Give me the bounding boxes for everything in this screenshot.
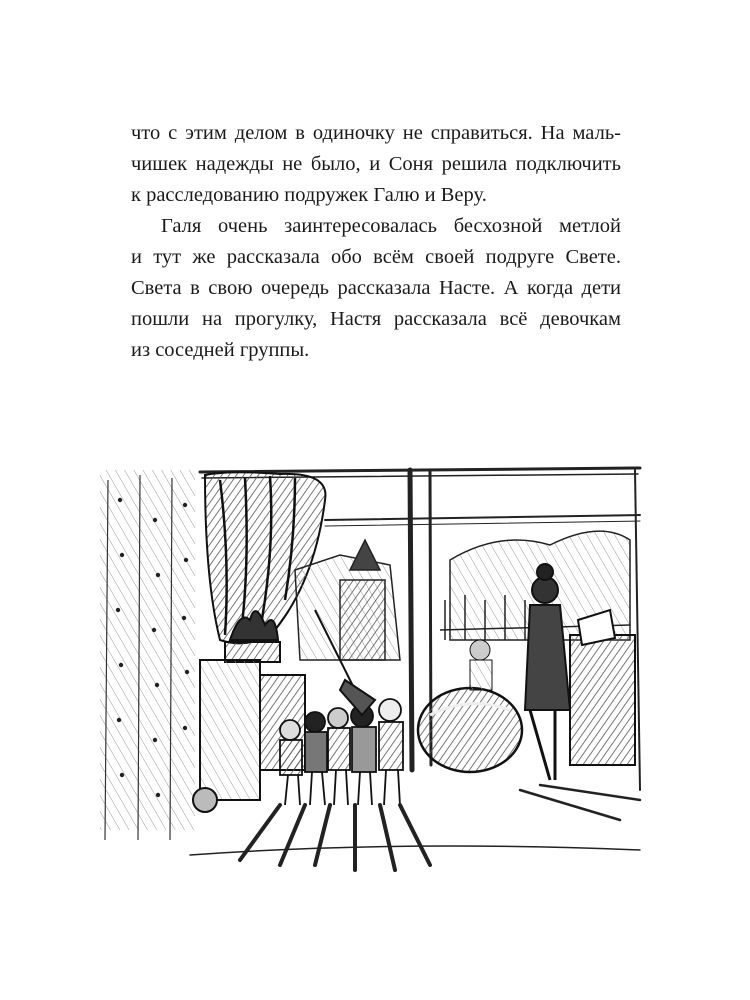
story-line: из соседней группы. bbox=[131, 339, 310, 361]
wallpaper-wall bbox=[100, 470, 195, 840]
story-line: к расследованию подружек Галю и Веру. bbox=[131, 184, 487, 206]
story-line: Галя очень заинтересовалась бесхозной метлой bbox=[161, 215, 621, 237]
story-line: пошли на прогулку, Настя рассказала всё девочкам bbox=[131, 308, 621, 330]
classroom-illustration bbox=[100, 460, 645, 880]
story-line: и тут же рассказала обо всём своей подруге Свете. bbox=[131, 246, 621, 268]
exercise-ball bbox=[418, 640, 522, 772]
story-line: Света в свою очередь рассказала Насте. А когда дети bbox=[131, 277, 621, 299]
story-text bbox=[131, 118, 621, 366]
story-line: что с этим делом в одиночку не справиться. На маль- bbox=[131, 122, 621, 144]
pencil-sketch-icon bbox=[100, 460, 645, 880]
story-line: чишек надежды не было, и Соня решила подключить bbox=[131, 153, 621, 175]
